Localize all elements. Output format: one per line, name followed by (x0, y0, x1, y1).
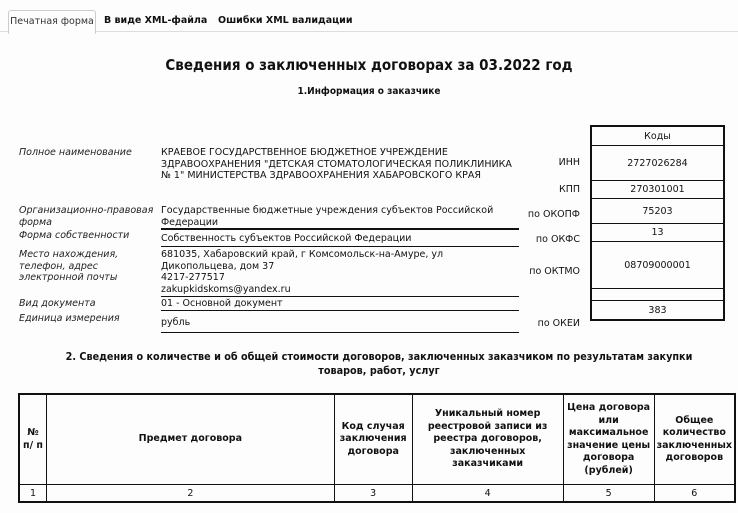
codes-header: Коды (591, 126, 724, 146)
doc-type-label: Вид документа (19, 298, 96, 309)
full-name-label: Полное наименование (19, 147, 132, 158)
cell-col-2: 2 (46, 485, 334, 503)
contracts-table (18, 393, 736, 503)
code-label-kpp: КПП (558, 184, 580, 195)
legal-form-label-line: Организационно-правовая (19, 205, 154, 216)
tab-xml-validation-errors[interactable]: Ошибки XML валидации (218, 15, 353, 26)
code-label-okfs: по ОКФС (535, 234, 580, 245)
document-title: Сведения о заключенных договорах за 03.2022 год (165, 56, 573, 74)
code-label-okopf: по ОКОПФ (527, 209, 580, 220)
location-line: 4217-277517 (161, 272, 225, 283)
cell-col-6: 6 (654, 485, 735, 503)
code-inn: 2727026284 (591, 146, 724, 181)
code-okopf: 75203 (591, 199, 724, 224)
header-price: Цена договора или максимальное значение цены договора (рублей) (563, 394, 654, 485)
doc-type-value: 01 - Основной документ (161, 298, 283, 309)
tab-bar-divider (0, 31, 738, 32)
full-name-line: № 1" МИНИСТЕРСТВА ЗДРАВООХРАНЕНИЯ ХАБАРОВСКОГО КРАЯ (161, 170, 481, 181)
tab-print-form[interactable]: Печатная форма (8, 10, 96, 34)
location-line: Дикопольцева, дом 37 (161, 260, 275, 272)
tab-xml-file[interactable]: В виде XML-файла (104, 15, 208, 26)
code-kpp: 270301001 (591, 181, 724, 199)
cell-col-3: 3 (334, 485, 412, 503)
section2-title: 2. Сведения о количестве и об общей стоимости договоров, заключенных заказчиком по результатам закупки товаров, работ, услуг (65, 351, 693, 377)
header-total-count: Общее количество заключенных договоров (654, 394, 735, 485)
contracts-table-header (19, 394, 735, 485)
full-name-value (161, 147, 519, 182)
tab-bar (0, 0, 738, 32)
full-name-line: КРАЕВОЕ ГОСУДАРСТВЕННОЕ БЮДЖЕТНОЕ УЧРЕЖДЕНИЕ (161, 147, 448, 158)
legal-form-line: Федерации (161, 216, 219, 228)
code-okei: 383 (591, 301, 724, 321)
legal-form-underline (161, 228, 519, 230)
code-label-okei: по ОКЕИ (537, 318, 580, 329)
ownership-value: Собственность субъектов Российской Федерации (161, 233, 412, 244)
cell-col-5: 5 (563, 485, 654, 503)
header-case-code: Код случая заключения договора (334, 394, 412, 485)
legal-form-label (19, 205, 153, 228)
location-label-line: телефон, адрес (19, 260, 98, 272)
location-underline (161, 296, 519, 297)
codes-table (590, 125, 725, 321)
location-label-line: Место нахождения, (19, 249, 119, 260)
header-registry-number: Уникальный номер реестровой записи из реестра договоров, заключенных заказчиками (412, 394, 563, 485)
cell-col-4: 4 (412, 485, 563, 503)
code-label-oktmo: по ОКТМО (529, 266, 580, 277)
code-label-inn: ИНН (558, 157, 580, 168)
ownership-underline (161, 246, 519, 247)
legal-form-value (161, 205, 519, 228)
location-label (19, 249, 118, 284)
code-okfs: 13 (591, 224, 724, 242)
doc-type-underline (161, 310, 519, 311)
header-number: № п/ п (19, 394, 46, 485)
location-email: zakupkidskoms@yandex.ru (161, 283, 291, 295)
unit-label: Единица измерения (19, 313, 120, 324)
table-row (19, 485, 735, 503)
unit-value: рубль (161, 317, 191, 328)
location-value (161, 249, 519, 295)
code-empty (591, 289, 724, 301)
header-subject: Предмет договора (46, 394, 334, 485)
legal-form-line: Государственные бюджетные учреждения субъектов Российской (161, 205, 494, 216)
location-line: 681035, Хабаровский край, г Комсомольск-на-Амуре, ул (161, 249, 444, 260)
legal-form-label-line: форма (19, 216, 52, 228)
code-oktmo: 08709000001 (591, 242, 724, 289)
cell-col-1: 1 (19, 485, 46, 503)
full-name-line: ЗДРАВООХРАНЕНИЯ "ДЕТСКАЯ СТОМАТОЛОГИЧЕСКАЯ ПОЛИКЛИНИКА (161, 158, 512, 170)
section1-title: 1.Информация о заказчике (297, 86, 441, 97)
location-label-line: электронной почты (19, 272, 118, 283)
unit-underline (161, 332, 519, 333)
ownership-label: Форма собственности (19, 230, 130, 241)
